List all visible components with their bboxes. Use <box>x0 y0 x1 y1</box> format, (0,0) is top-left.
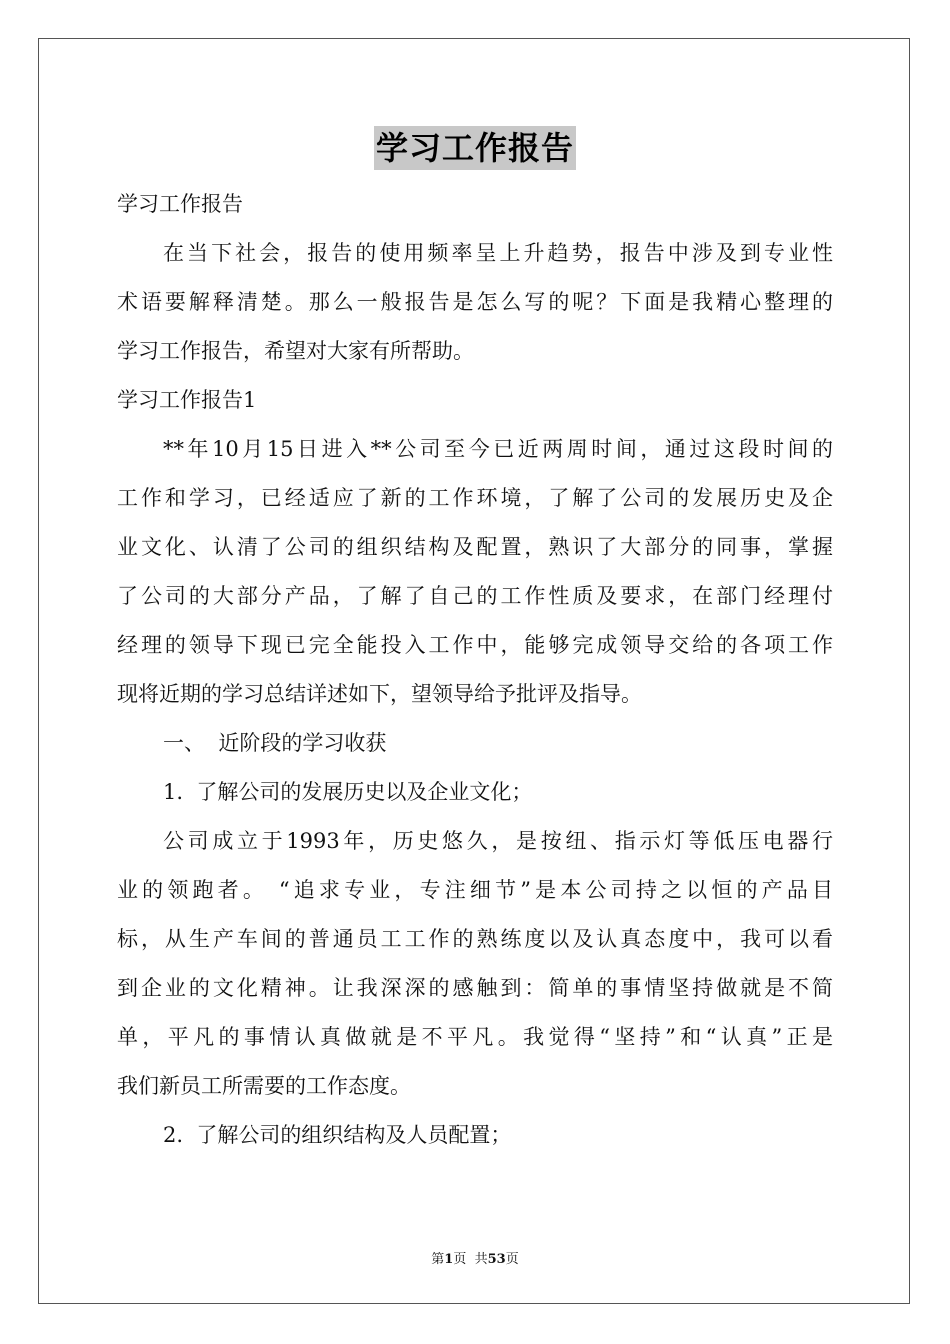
paragraph-line: 业的领跑者。 “追求专业，专注细节”是本公司持之以恒的产品目 <box>117 878 833 902</box>
intro-line: 在当下社会，报告的使用频率呈上升趋势，报告中涉及到专业性 <box>163 241 833 265</box>
paragraph-line: 我们新员工所需要的工作态度。 <box>117 1074 411 1098</box>
paragraph-line: 现将近期的学习总结详述如下，望领导给予批评及指导。 <box>117 682 642 706</box>
intro-line: 术语要解释清楚。那么一般报告是怎么写的呢？下面是我精心整理的 <box>117 290 833 314</box>
paragraph-line: 工作和学习，已经适应了新的工作环境，了解了公司的发展历史及企 <box>117 486 833 510</box>
paragraph-line: 经理的领导下现已完全能投入工作中，能够完成领导交给的各项工作 <box>117 633 833 657</box>
footer-page-prefix: 第 <box>431 1252 445 1267</box>
footer-page-mid: 页 共 <box>453 1252 488 1267</box>
paragraph-line: 公司成立于1993年，历史悠久，是按纽、指示灯等低压电器行 <box>163 829 833 853</box>
paragraph-line: 标，从生产车间的普通员工工作的熟练度以及认真态度中，我可以看 <box>117 927 833 951</box>
section-title: 学习工作报告1 <box>117 388 257 412</box>
subtitle: 学习工作报告 <box>117 192 243 216</box>
paragraph-line: **年10月15日进入**公司至今已近两周时间，通过这段时间的 <box>163 437 833 461</box>
footer-page-current: 1 <box>444 1252 454 1267</box>
document-title: 学习工作报告 <box>374 126 576 170</box>
paragraph-line: 到企业的文化精神。让我深深的感触到：简单的事情坚持做就是不简 <box>117 976 833 1000</box>
footer-page-suffix: 页 <box>505 1252 519 1267</box>
document-body <box>117 180 833 1160</box>
paragraph-line: 单，平凡的事情认真做就是不平凡。我觉得“坚持”和“认真”正是 <box>117 1025 833 1049</box>
paragraph-line: 业文化、认清了公司的组织结构及配置，熟识了大部分的同事，掌握 <box>117 535 833 559</box>
list-item-2: 2. 了解公司的组织结构及人员配置； <box>163 1123 512 1147</box>
list-item-1: 1. 了解公司的发展历史以及企业文化； <box>163 780 533 804</box>
page-footer <box>0 1248 950 1267</box>
paragraph-line: 了公司的大部分产品，了解了自己的工作性质及要求，在部门经理付 <box>117 584 833 608</box>
heading-1: 一、 近阶段的学习收获 <box>163 731 387 755</box>
footer-page-total: 53 <box>487 1252 506 1267</box>
title-container <box>0 126 950 170</box>
intro-line: 学习工作报告，希望对大家有所帮助。 <box>117 339 474 363</box>
